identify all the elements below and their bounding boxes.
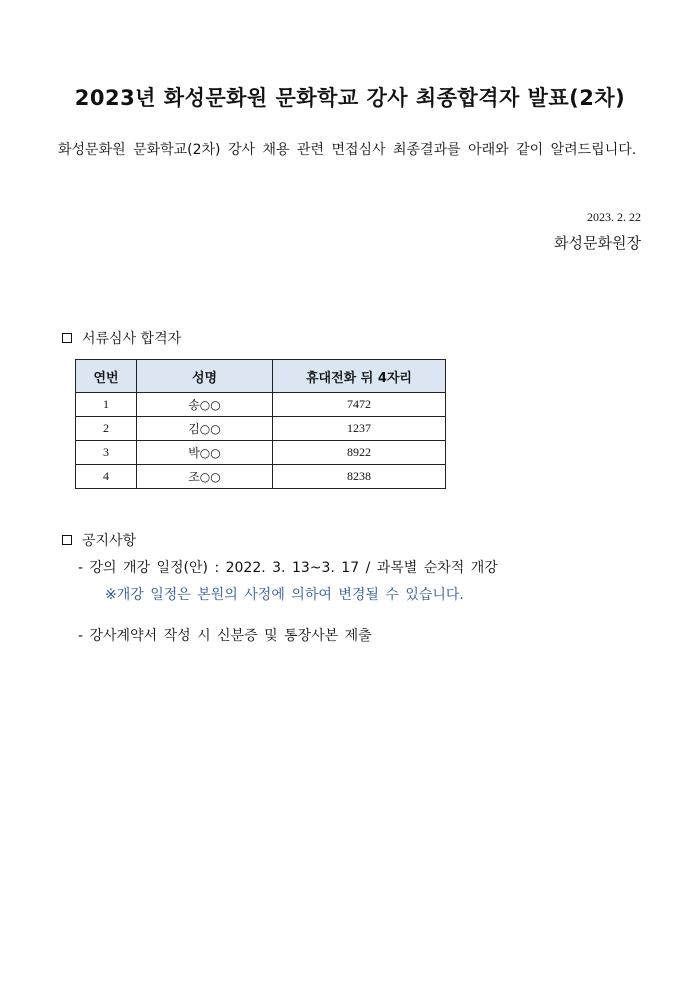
cell-no: 4	[76, 465, 137, 489]
column-header-no: 연번	[76, 360, 137, 393]
notice-schedule-note: ※개강 일정은 본원의 사정에 의하여 변경될 수 있습니다.	[105, 587, 464, 603]
section-heading-label: 서류심사 합격자	[82, 331, 182, 347]
cell-name: 김○○	[137, 417, 273, 441]
table-header-row	[76, 360, 446, 393]
table-row	[76, 393, 446, 417]
results-table	[75, 359, 446, 489]
page-title: 2023년 화성문화원 문화학교 강사 최종합격자 발표(2차)	[74, 86, 626, 110]
cell-name: 송○○	[137, 393, 273, 417]
column-header-phone: 휴대전화 뒤 4자리	[273, 360, 446, 393]
table-row	[76, 465, 446, 489]
notice-item-contract: - 강사계약서 작성 시 신분증 및 통장사본 제출	[78, 628, 372, 644]
notice-item-schedule: - 강의 개강 일정(안) : 2022. 3. 13~3. 17 / 과목별 순차적 개강	[78, 560, 498, 576]
column-header-name: 성명	[137, 360, 273, 393]
section-heading-notice	[62, 530, 136, 550]
cell-no: 1	[76, 393, 137, 417]
table-row	[76, 417, 446, 441]
issuer-name: 화성문화원장	[554, 234, 641, 252]
cell-phone: 8238	[273, 465, 446, 489]
cell-phone: 7472	[273, 393, 446, 417]
cell-name: 조○○	[137, 465, 273, 489]
cell-phone: 8922	[273, 441, 446, 465]
section-heading-results	[62, 328, 181, 348]
cell-phone: 1237	[273, 417, 446, 441]
table-row	[76, 441, 446, 465]
cell-no: 2	[76, 417, 137, 441]
cell-no: 3	[76, 441, 137, 465]
cell-name: 박○○	[137, 441, 273, 465]
intro-paragraph: 화성문화원 문화학교(2차) 강사 채용 관련 면접심사 최종결과를 아래와 같이 알려드립니다.	[58, 142, 637, 158]
checkbox-square-icon	[62, 333, 72, 343]
announcement-date: 2023. 2. 22	[587, 210, 641, 224]
checkbox-square-icon	[62, 535, 72, 545]
section-heading-label: 공지사항	[82, 533, 137, 549]
